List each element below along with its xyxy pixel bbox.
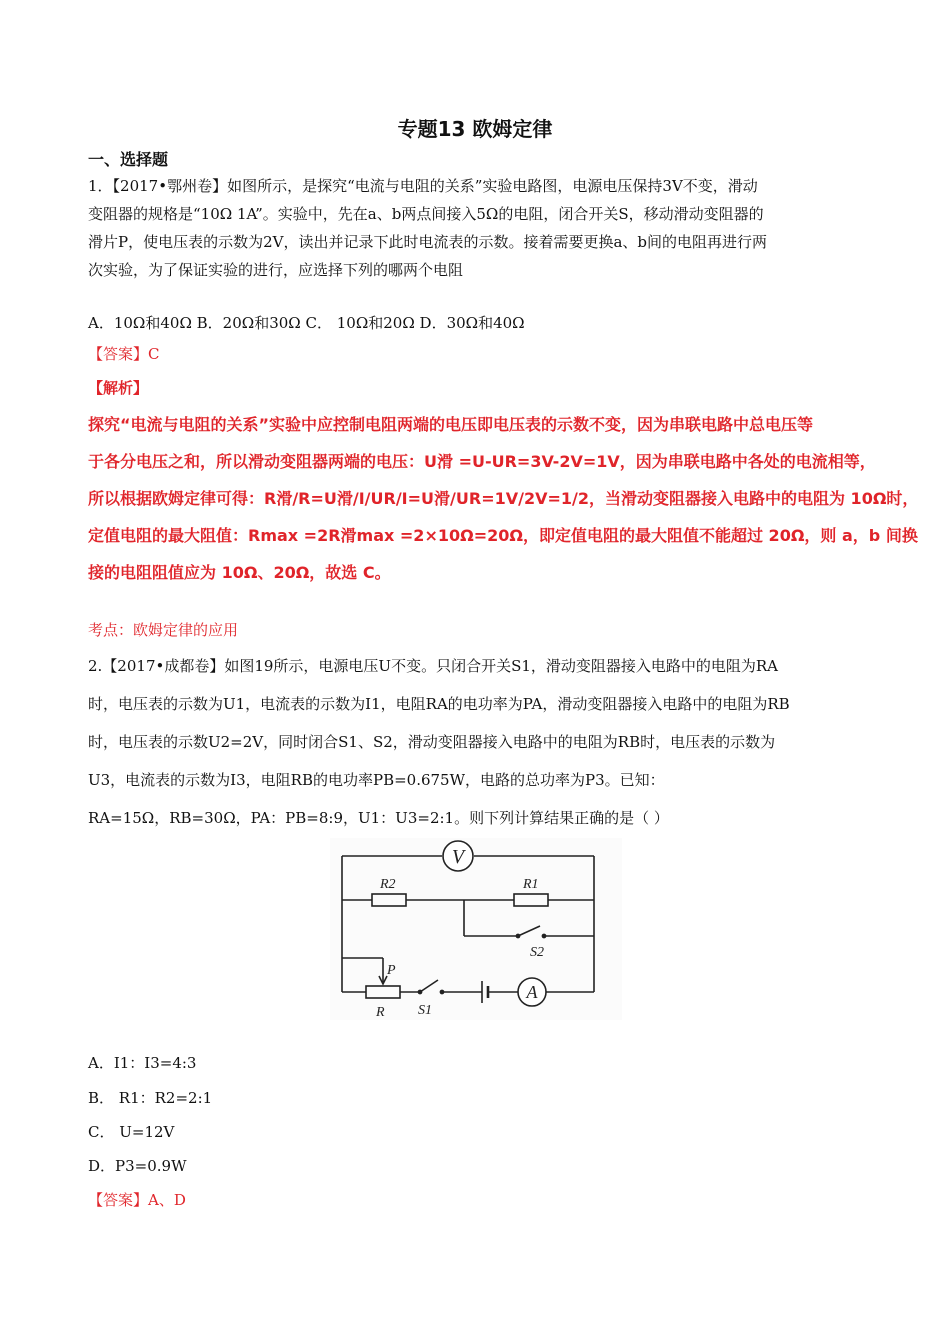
- ammeter-label: A: [526, 982, 538, 1002]
- q1-line: 次实验，为了保证实验的进行，应选择下列的哪两个电阻: [88, 261, 464, 279]
- q2-option-d: D．P3=0.9W: [88, 1157, 187, 1175]
- page-title: 专题13 欧姆定律: [397, 117, 553, 141]
- q2-line: U3，电流表的示数为I3，电阻RB的电功率PB=0.675W，电路的总功率为P3。已知：: [88, 771, 665, 789]
- q1-kaodian: 考点：欧姆定律的应用: [88, 621, 239, 639]
- q2-option-b: B． R1：R2=2:1: [88, 1089, 213, 1107]
- r-label: R: [376, 1005, 385, 1020]
- s2-label: S2: [530, 945, 544, 960]
- q2-line: RA=15Ω，RB=30Ω，PA：PB=8:9，U1：U3=2:1。则下列计算结果正确的是（ ）: [88, 809, 669, 827]
- circuit-diagram: [330, 838, 622, 1020]
- analysis-line: 于各分电压之和，所以滑动变阻器两端的电压：U滑 =U-UR=3V-2V=1V，因为串联电路中各处的电流相等，: [88, 452, 876, 471]
- q1-line: 滑片P，使电压表的示数为2V，读出并记录下此时电流表的示数。接着需要更换a、b间的电阻再进行两: [88, 233, 768, 251]
- q1-answer: 【答案】C: [88, 345, 160, 363]
- q2-line: 2.【2017•成都卷】如图19所示，电源电压U不变。只闭合开关S1，滑动变阻器接入电路中的电阻为RA: [88, 657, 779, 675]
- q2-option-a: A．I1：I3=4:3: [88, 1054, 197, 1072]
- p-label: P: [387, 963, 396, 978]
- q2-line: 时，电压表的示数为U1，电流表的示数为I1，电阻RA的电功率为PA，滑动变阻器接入电路中的电阻为RB: [88, 695, 790, 713]
- analysis-line: 探究“电流与电阻的关系”实验中应控制电阻两端的电压即电压表的示数不变，因为串联电路中总电压等: [88, 415, 814, 434]
- r1-label: R1: [523, 877, 539, 892]
- q1-line: 1．【2017•鄂州卷】如图所示，是探究“电流与电阻的关系”实验电路图，电源电压保持3V不变，滑动: [88, 177, 758, 195]
- q1-line: 变阻器的规格是“10Ω 1A”。实验中，先在a、b两点间接入5Ω的电阻，闭合开关S，移动滑动变阻器的: [88, 205, 764, 223]
- q1-analysis-label: 【解析】: [88, 379, 149, 397]
- r2-label: R2: [380, 877, 396, 892]
- question-1-text: [88, 172, 868, 284]
- section-heading: 一、选择题: [88, 150, 169, 169]
- q2-answer: 【答案】A、D: [88, 1191, 186, 1209]
- q1-analysis: [88, 406, 919, 591]
- q2-option-c: C． U=12V: [88, 1123, 175, 1141]
- s1-label: S1: [418, 1003, 432, 1018]
- voltmeter-label: V: [451, 846, 465, 868]
- analysis-line: 定值电阻的最大阻值：Rmax =2R滑max =2×10Ω=20Ω，即定值电阻的最大阻值不能超过 20Ω，则 a，b 间换: [88, 526, 918, 545]
- analysis-line: 接的电阻阻值应为 10Ω、20Ω，故选 C。: [88, 563, 391, 582]
- question-2-text: [88, 647, 868, 837]
- analysis-line: 所以根据欧姆定律可得：R滑/R=U滑/I/UR/I=U滑/UR=1V/2V=1/2，当滑动变阻器接入电路中的电阻为 10Ω时，: [88, 489, 919, 508]
- q1-options: A．10Ω和40Ω B．20Ω和30Ω C． 10Ω和20Ω D．30Ω和40Ω: [88, 314, 525, 332]
- q2-line: 时，电压表的示数U2=2V，同时闭合S1、S2，滑动变阻器接入电路中的电阻为RB时，电压表的示数为: [88, 733, 776, 751]
